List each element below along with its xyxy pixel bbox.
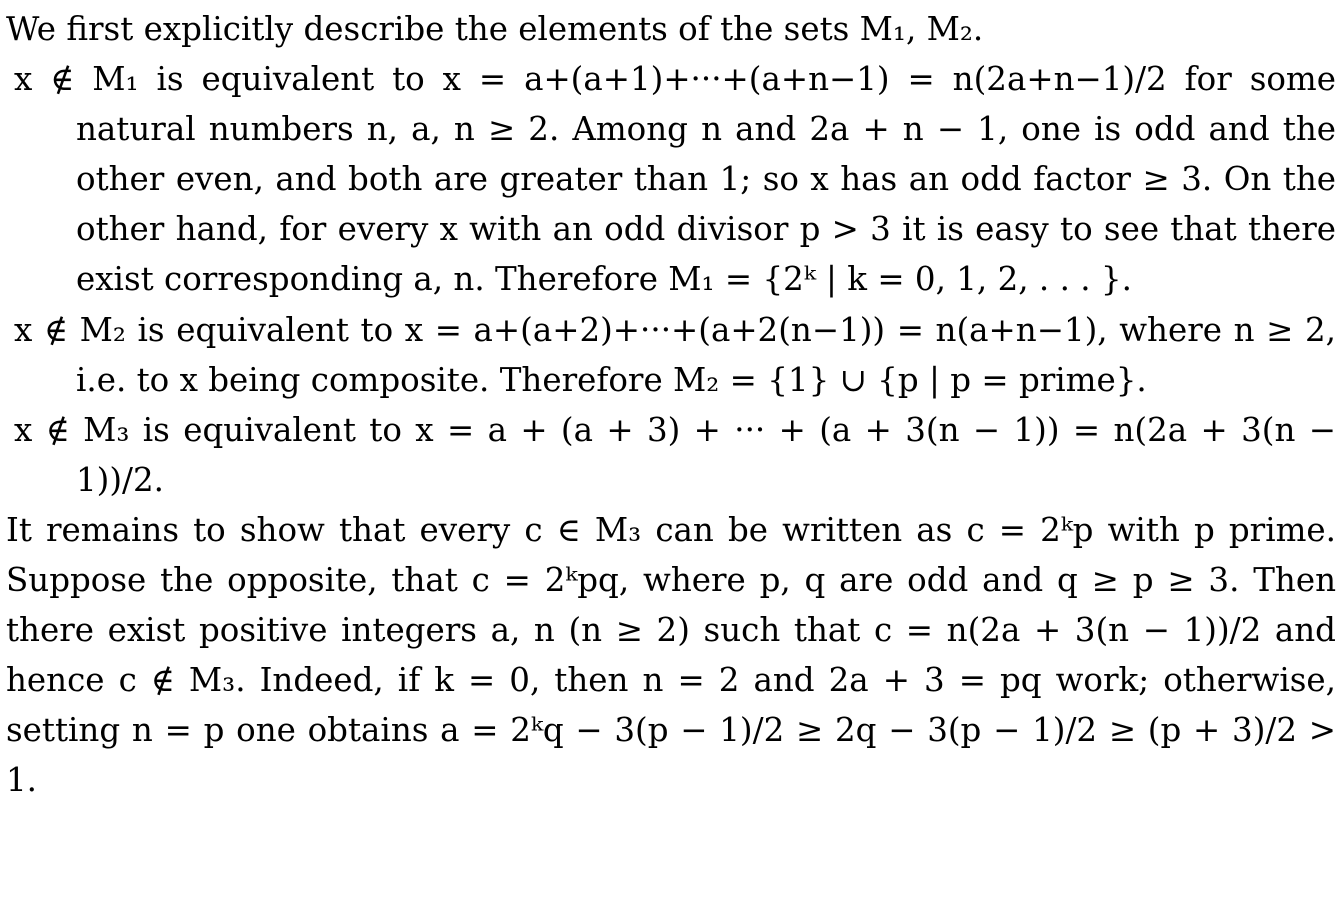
case-m2-lead: x ∉ M₂ — [14, 310, 126, 349]
case-m1 — [6, 54, 1336, 304]
case-m3-text: is equivalent to x = a + (a + 3) + ··· + (a + 3(n − 1)) = n(2a + 3(n − 1))/2. — [76, 410, 1336, 499]
conclusion-paragraph: It remains to show that every c ∈ M₃ can be written as c = 2ᵏp with p prime. Suppose the opposite, that c = 2ᵏpq, where p, q are odd and q ≥ p ≥ 3. Then there exist positive integers a, n (n ≥ 2) such that c = n(2a + 3(n − 1))/2 and hence c ∉ M₃. Indeed, if k = 0, then n = 2 and 2a + 3 = pq work; otherwise, setting n = p one obtains a = 2ᵏq − 3(p − 1)/2 ≥ 2q − 3(p − 1)/2 ≥ (p + 3)/2 > 1. — [6, 510, 1336, 800]
case-m3-lead: x ∉ M₃ — [14, 410, 130, 449]
case-m2 — [6, 305, 1336, 405]
intro-paragraph: We first explicitly describe the elements of the sets M₁, M₂. — [6, 10, 984, 48]
case-m2-text: is equivalent to x = a+(a+2)+···+(a+2(n−1)) = n(a+n−1), where n ≥ 2, i.e. to x being composite. Therefore M₂ = {1} ∪ {p | p = prime}. — [76, 310, 1336, 399]
case-m1-text: is equivalent to x = a+(a+1)+···+(a+n−1) = n(2a+n−1)/2 for some natural numbers n, a, n ≥ 2. Among n and 2a + n − 1, one is odd and the other even, and both are greater than 1; so x has an odd factor ≥ 3. On the other hand, for every x with an odd divisor p > 3 it is easy to see that there exist corresponding a, n. Therefore M₁ = {2ᵏ | k = 0, 1, 2, . . . }. — [76, 60, 1336, 299]
case-m1-lead: x ∉ M₁ — [14, 60, 139, 99]
case-m3 — [6, 405, 1336, 505]
